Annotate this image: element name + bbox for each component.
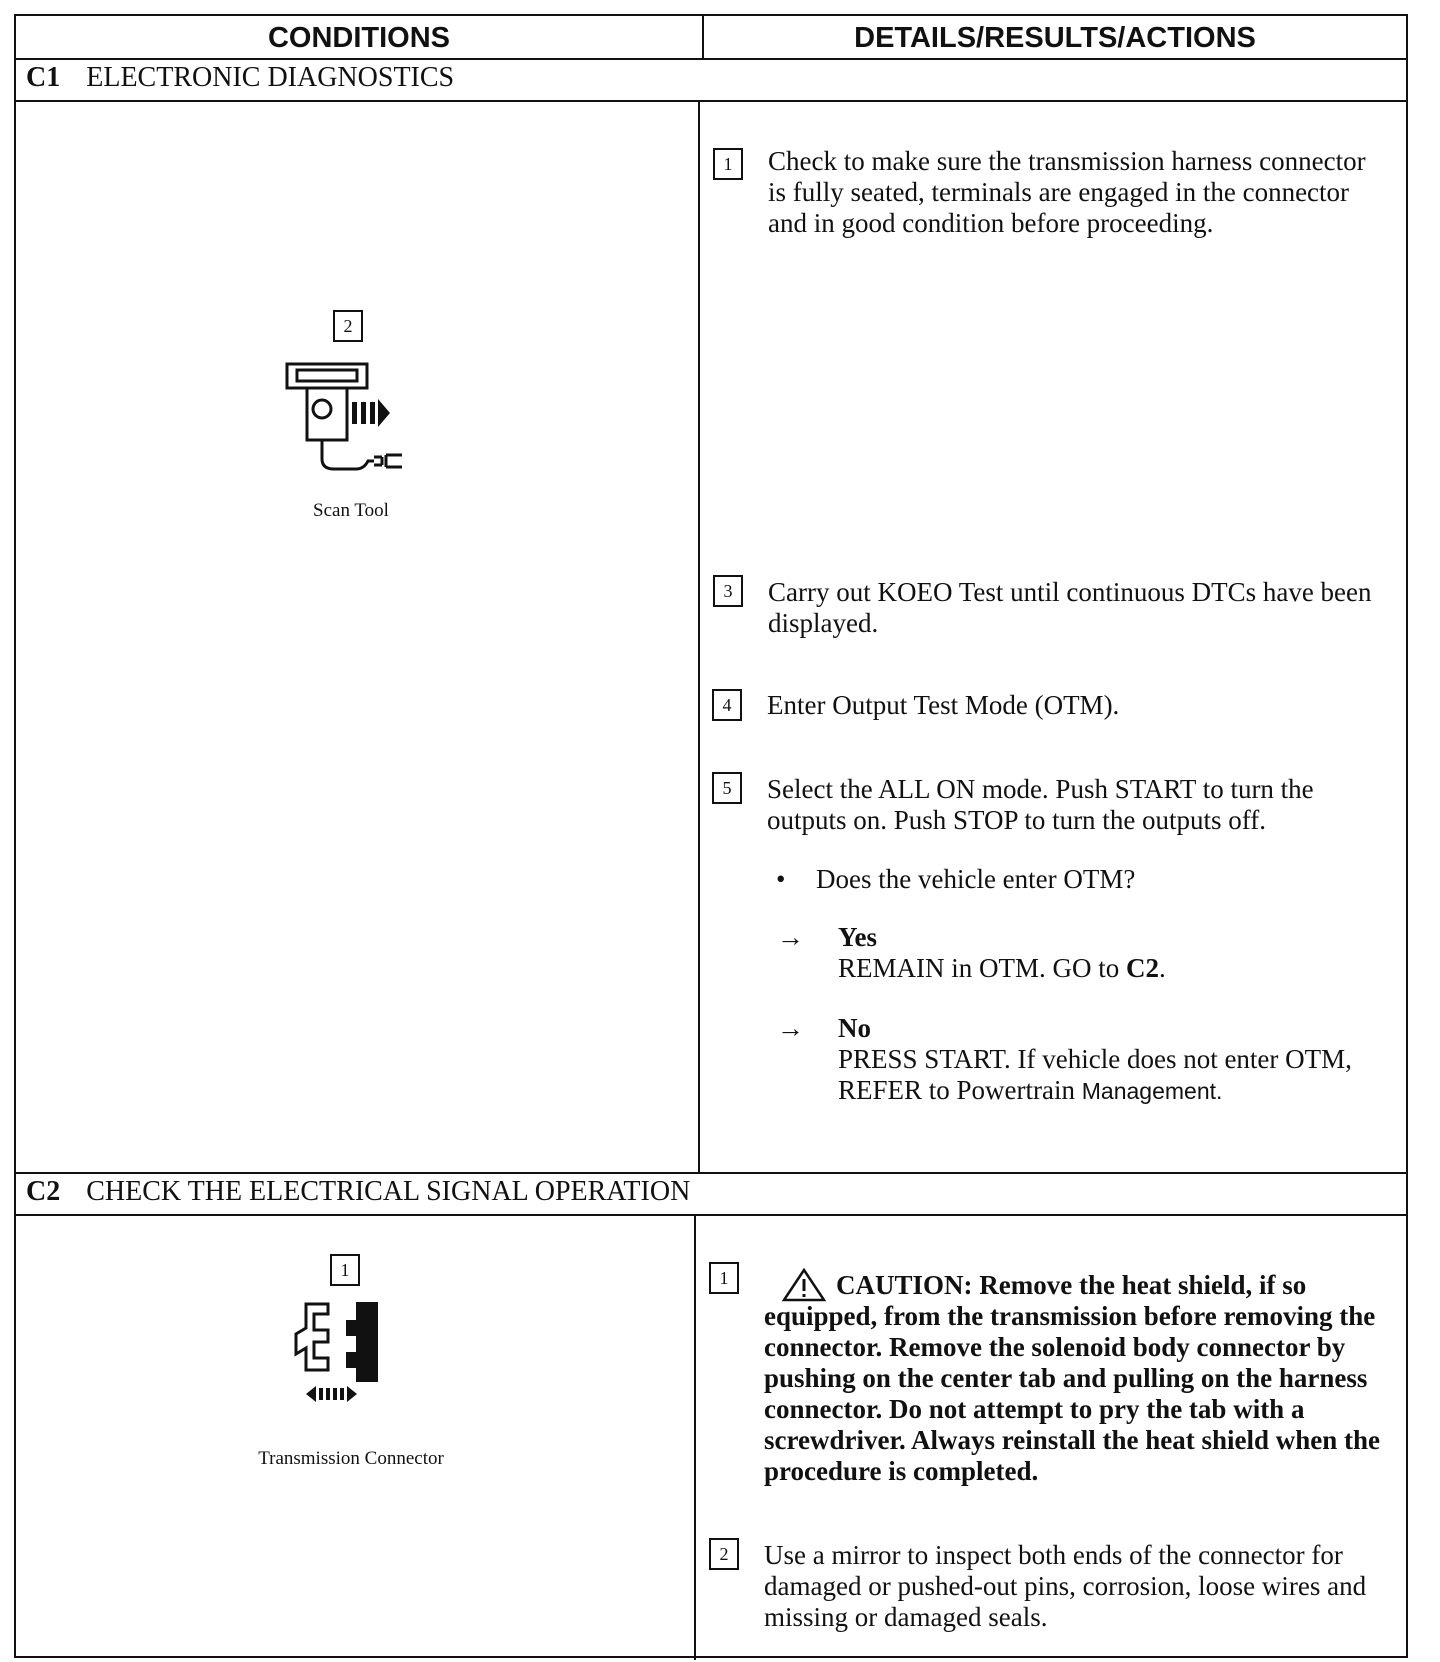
section-code: C1 xyxy=(26,62,61,93)
divider xyxy=(16,1214,1406,1216)
caution-text: CAUTION: Remove the heat shield, if so equipped, from the transmission before removing the connector. Remove the solenoid body connector by pushing on the center tab and pulling on the harness connector. Do not attempt to pry the tab with a screwdriver. Always reinstall the heat shield when the procedure is completed. xyxy=(764,1270,1380,1486)
arrow-right-icon: → xyxy=(777,1013,804,1043)
section-code: C2 xyxy=(26,1176,61,1207)
arrow-right-icon: → xyxy=(777,922,804,952)
yes-label: Yes xyxy=(838,922,877,952)
details-header: DETAILS/RESULTS/ACTIONS xyxy=(854,22,1256,54)
step-number-box: 1 xyxy=(709,1262,739,1294)
step-text: Carry out KOEO Test until continuous DTCs have been displayed. xyxy=(768,577,1372,638)
step-number-box: 4 xyxy=(712,689,742,721)
divider xyxy=(16,58,1406,60)
section-title: ELECTRONIC DIAGNOSTICS xyxy=(86,62,455,93)
divider xyxy=(698,100,700,1172)
no-action: PRESS START. If vehicle does not enter OTM, REFER to Powertrain Management. xyxy=(838,1044,1352,1105)
transmission-connector-icon xyxy=(276,1296,426,1406)
step-text: Use a mirror to inspect both ends of the connector for damaged or pushed-out pins, corrosion, loose wires and missing or damaged seals. xyxy=(764,1540,1367,1632)
figure-caption: Scan Tool xyxy=(313,500,389,521)
section-c2-title xyxy=(26,1176,690,1208)
no-label: No xyxy=(838,1013,871,1043)
step-number-box: 1 xyxy=(713,148,743,180)
divider xyxy=(694,1214,696,1660)
divider xyxy=(702,16,704,58)
no-branch xyxy=(838,1013,1378,1107)
section-title: CHECK THE ELECTRICAL SIGNAL OPERATION xyxy=(86,1176,691,1207)
yes-branch xyxy=(838,922,1378,984)
figure-caption: Transmission Connector xyxy=(258,1448,444,1469)
section-c1-title xyxy=(26,62,454,94)
scan-tool-icon xyxy=(284,361,434,496)
step-number-box: 5 xyxy=(712,772,742,804)
step-text: Select the ALL ON mode. Push START to turn the outputs on. Push STOP to turn the outputs off. xyxy=(767,774,1314,835)
step-text: Check to make sure the transmission harness connector is fully seated, terminals are engaged in the connector and in good condition before proceeding. xyxy=(768,146,1366,238)
figure-number-box: 1 xyxy=(330,1254,360,1286)
divider xyxy=(16,1172,1406,1174)
procedure-table xyxy=(14,14,1408,1658)
figure-number-box: 2 xyxy=(333,310,363,342)
step-number-box: 2 xyxy=(709,1538,739,1570)
question-text: Does the vehicle enter OTM? xyxy=(816,864,1136,894)
step-number-box: 3 xyxy=(713,575,743,607)
bullet-icon: • xyxy=(776,864,786,894)
conditions-header: CONDITIONS xyxy=(267,22,451,54)
yes-action: REMAIN in OTM. GO to C2. xyxy=(838,953,1166,983)
step-text: Enter Output Test Mode (OTM). xyxy=(767,690,1120,720)
divider xyxy=(16,100,1406,102)
